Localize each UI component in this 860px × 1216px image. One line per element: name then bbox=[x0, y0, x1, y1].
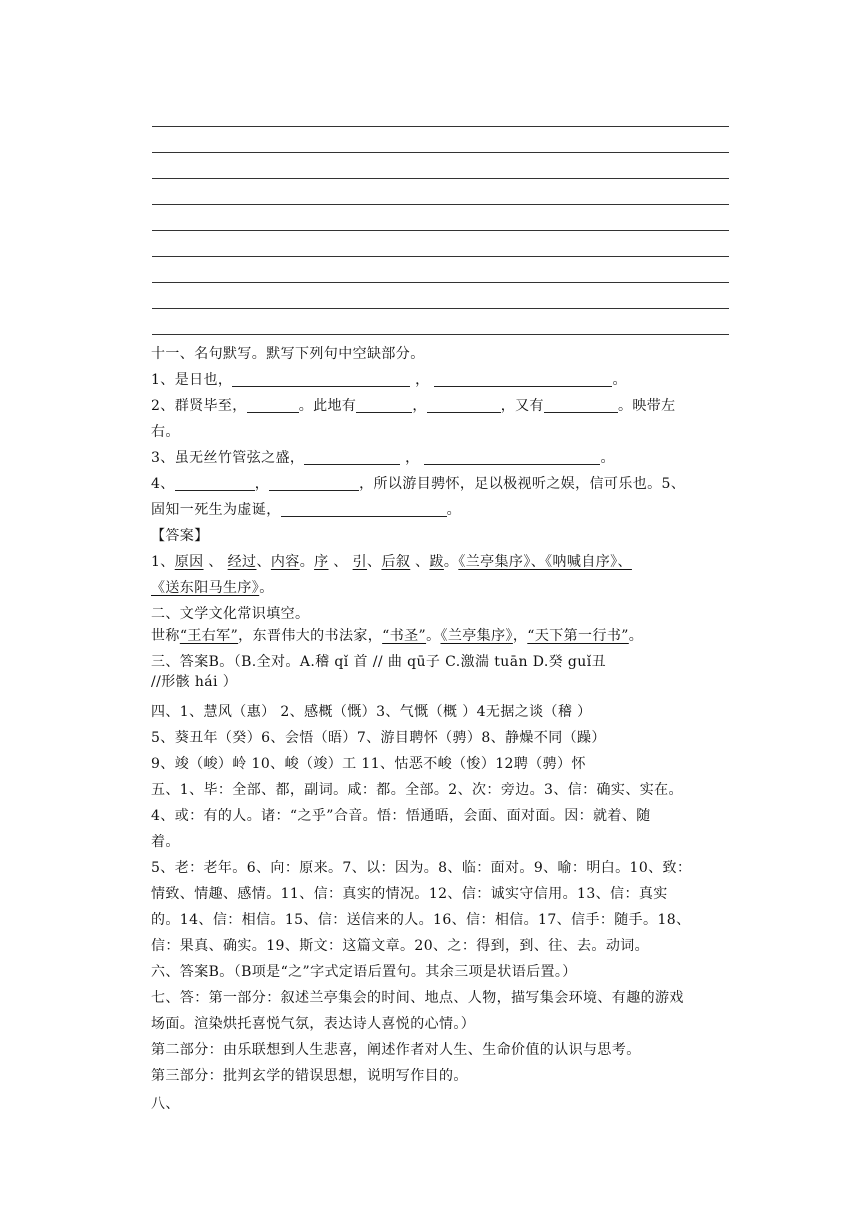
s11-line-4 bbox=[151, 474, 685, 494]
answer-text: 。 bbox=[426, 628, 441, 644]
answer-term: 《兰亭集序》 bbox=[440, 628, 513, 644]
answer-7-line-2: 场面。渲染烘托喜悦气氛，表达诗人喜悦的心情。） bbox=[151, 1016, 476, 1032]
s11-l5-a: 固知一死生为虚诞， bbox=[151, 502, 281, 518]
answer-term: 序 bbox=[314, 554, 329, 570]
s11-line-1 bbox=[151, 370, 627, 390]
answer-8: 八、 bbox=[151, 1096, 180, 1112]
writing-line bbox=[152, 308, 729, 309]
fill-blank[interactable] bbox=[356, 397, 412, 413]
writing-line bbox=[152, 204, 729, 205]
writing-line bbox=[152, 334, 729, 335]
s11-line-2b: 右。 bbox=[151, 424, 180, 440]
answer-term: 跋 bbox=[429, 554, 444, 570]
answer-term: 《送东阳马生序》 bbox=[151, 580, 260, 596]
s11-line-2 bbox=[151, 396, 676, 416]
answer-term: 经过 bbox=[227, 554, 257, 570]
s11-l1-comma: ， bbox=[415, 372, 430, 388]
fill-blank[interactable] bbox=[544, 397, 618, 413]
writing-line bbox=[152, 178, 729, 179]
s11-l4-c: ，所以游目骋怀，足以极视听之娱，信可乐也。5、 bbox=[359, 476, 686, 492]
s11-line-3 bbox=[151, 448, 615, 468]
writing-line bbox=[152, 230, 729, 231]
answer-sep: 、 bbox=[256, 554, 271, 570]
s11-l1-end: 。 bbox=[612, 372, 627, 388]
s11-line-5 bbox=[151, 500, 461, 520]
section-11-title: 十一、名句默写。默写下列句中空缺部分。 bbox=[151, 346, 425, 362]
s11-l3-c: 。 bbox=[600, 450, 615, 466]
s11-l2-c: ， bbox=[412, 398, 427, 414]
s11-l2-b: 。此地有 bbox=[298, 398, 357, 414]
fill-blank[interactable] bbox=[269, 475, 359, 491]
fill-blank[interactable] bbox=[304, 449, 400, 465]
answer-1-line-2 bbox=[151, 578, 274, 598]
answer-header: 【答案】 bbox=[151, 528, 209, 544]
s11-l1-text: 1、是日也， bbox=[151, 372, 233, 388]
answer-term: “王右军” bbox=[179, 628, 239, 644]
answer-4-line-1: 四、1、慧风（惠） 2、感概（慨）3、气慨（概 ）4无据之谈（稽 ） bbox=[151, 704, 592, 720]
answer-sep: 、 bbox=[415, 554, 430, 570]
answer-term: 《兰亭集序》、《呐喊自序》、 bbox=[458, 554, 632, 570]
fill-blank[interactable] bbox=[427, 397, 501, 413]
answer-2-title: 二、文学文化常识填空。 bbox=[151, 606, 310, 622]
answer-4-line-2: 5、葵丑年（癸）6、会悟（晤）7、游目聘怀（骋）8、静燥不同（躁） bbox=[151, 730, 606, 746]
answer-5-line-1: 五、1、毕：全部、都，副词。咸：都。全部。2、次：旁边。3、信：确实、实在。 bbox=[151, 782, 683, 798]
answer-sep: 。 bbox=[443, 554, 459, 570]
s11-l2-a: 2、群贤毕至， bbox=[151, 398, 247, 414]
answer-4-line-3: 9、竣（峻）岭 10、峻（竣）工 11、怙恶不峻（悛）12聘（骋）怀 bbox=[151, 756, 586, 772]
answer-5-line-5: 情致、情趣、感情。11、信：真实的情况。12、信：诚实守信用。13、信：真实 bbox=[151, 886, 668, 902]
answer-5-line-6: 的。14、信：相信。15、信：送信来的人。16、信：相信。17、信手：随手。18、 bbox=[151, 912, 691, 928]
fill-blank[interactable] bbox=[232, 371, 410, 387]
answer-3-line-2: //形骸 hái ） bbox=[151, 674, 238, 690]
answer-3-line-1: 三、答案B。（B.全对。A.稽 qǐ 首 // 曲 qū子 C.激湍 tuān D.癸 guǐ丑 bbox=[151, 654, 606, 670]
fill-blank[interactable] bbox=[281, 501, 447, 517]
s11-l2-e: 。映带左 bbox=[617, 398, 676, 414]
answer-term: 原因 bbox=[174, 554, 204, 570]
answer-sep: 、 bbox=[367, 554, 382, 570]
answer-6: 六、答案B。（B项是“之”字式定语后置句。其余三项是状语后置。） bbox=[151, 964, 577, 980]
answer-5-line-4: 5、老：老年。6、向：原来。7、以：因为。8、临：面对。9、喻：明白。10、致： bbox=[151, 860, 692, 876]
answer-term: 引 bbox=[352, 554, 368, 570]
s11-l4-a: 4、 bbox=[151, 476, 175, 492]
answer-sep: 。 bbox=[299, 554, 315, 570]
writing-line bbox=[152, 282, 729, 283]
answer-1-line-1 bbox=[151, 552, 632, 572]
answer-text: 世称 bbox=[151, 628, 180, 644]
answer-5-line-3: 着。 bbox=[151, 834, 180, 850]
answer-1-num: 1、 bbox=[151, 554, 175, 570]
writing-line bbox=[152, 256, 729, 257]
s11-l3-a: 3、虽无丝竹管弦之盛， bbox=[151, 450, 305, 466]
s11-l4-b: ， bbox=[254, 476, 270, 492]
s11-l2-d: ，又有 bbox=[500, 398, 544, 414]
s11-l5-b: 。 bbox=[446, 502, 462, 518]
answer-5-line-2: 4、或：有的人。诸：“之乎”合音。悟：悟通晤，会面、面对面。因：就着、随 bbox=[151, 808, 651, 824]
answer-text: 。 bbox=[628, 628, 644, 644]
answer-5-line-7: 信：果真、确实。19、斯文：这篇文章。20、之：得到，到、往、去。动词。 bbox=[151, 938, 650, 954]
s11-l3-b: ， bbox=[405, 450, 420, 466]
answer-term: “天下第一行书” bbox=[527, 628, 629, 644]
answer-7-line-1: 七、答：第一部分：叙述兰亭集会的时间、地点、人物，描写集会环境、有趣的游戏 bbox=[151, 990, 684, 1006]
writing-line bbox=[152, 126, 729, 127]
answer-term: 后叙 bbox=[381, 554, 411, 570]
answer-text: ， bbox=[512, 628, 528, 644]
fill-blank[interactable] bbox=[175, 475, 255, 491]
fill-blank[interactable] bbox=[424, 449, 600, 465]
answer-term: “书圣” bbox=[382, 628, 427, 644]
writing-line bbox=[152, 152, 729, 153]
answer-text: ，东晋伟大的书法家， bbox=[238, 628, 383, 644]
answer-term: 内容 bbox=[270, 554, 300, 570]
answer-2-line bbox=[151, 626, 643, 646]
answer-sep: 、 bbox=[208, 554, 223, 570]
fill-blank[interactable] bbox=[247, 397, 299, 413]
fill-blank[interactable] bbox=[434, 371, 612, 387]
answer-7-line-4: 第三部分：批判玄学的错误思想，说明写作目的。 bbox=[151, 1068, 468, 1084]
answer-7-line-3: 第二部分：由乐联想到人生悲喜，阐述作者对人生、生命价值的认识与思考。 bbox=[151, 1042, 641, 1058]
answer-sep: 、 bbox=[333, 554, 348, 570]
answer-sep: 。 bbox=[259, 580, 274, 596]
